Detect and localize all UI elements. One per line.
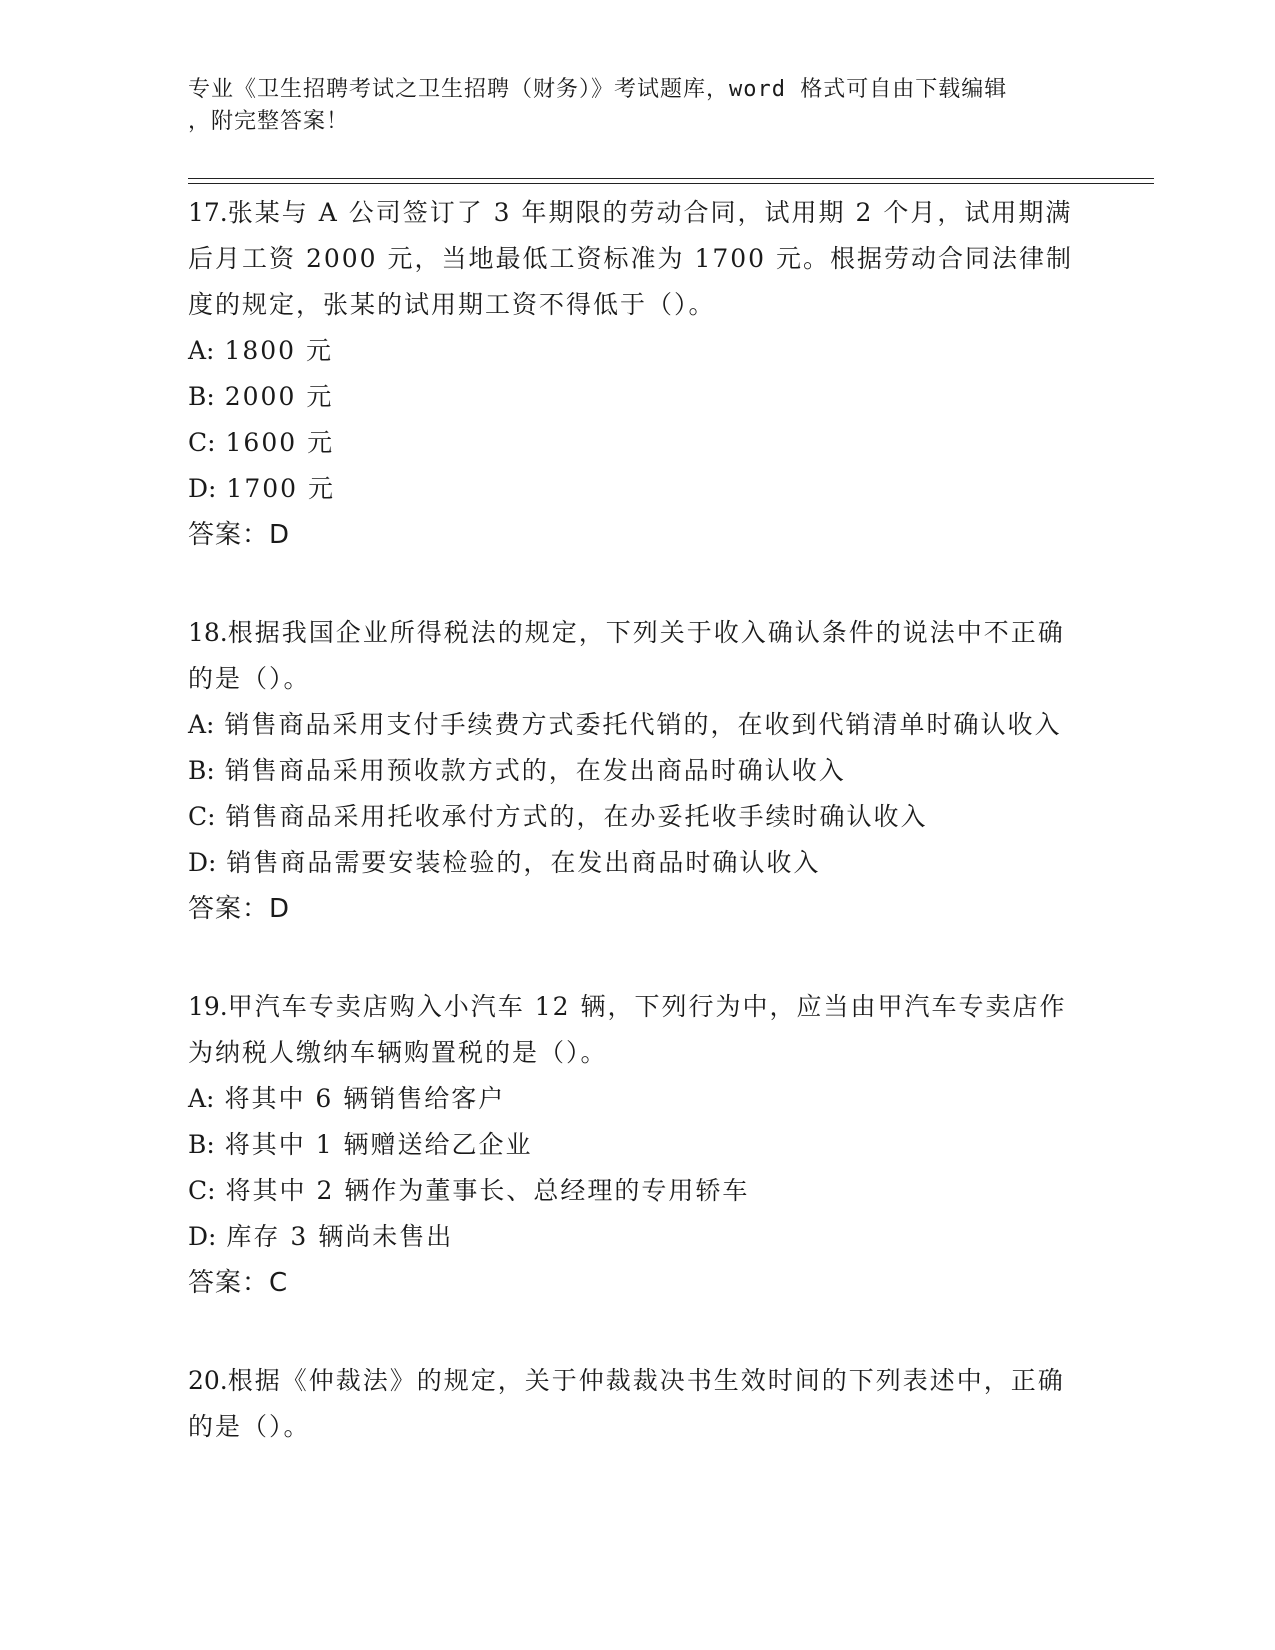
question-body: 根据《仲裁法》的规定，关于仲裁裁决书生效时间的下列表述中，正确的是（）。 bbox=[188, 1366, 1065, 1441]
header-line-2: ，附完整答案！ bbox=[188, 109, 350, 134]
option-c: C: 将其中 2 辆作为董事长、总经理的专用轿车 bbox=[188, 1176, 750, 1205]
header-line-1: 专业《卫生招聘考试之卫生招聘（财务）》考试题库，word 格式可自由下载编辑 bbox=[188, 77, 1008, 102]
question-text bbox=[188, 190, 1088, 328]
option-b: B: 将其中 1 辆赠送给乙企业 bbox=[188, 1130, 533, 1159]
document-header bbox=[188, 74, 1068, 138]
option-d: D: 库存 3 辆尚未售出 bbox=[188, 1222, 454, 1251]
option-a: A: 1800 元 bbox=[188, 336, 334, 365]
answer: 答案：D bbox=[188, 520, 291, 550]
option-d: D: 销售商品需要安装检验的，在发出商品时确认收入 bbox=[188, 848, 821, 877]
question-body: 张某与 A 公司签订了 3 年期限的劳动合同，试用期 2 个月，试用期满后月工资 2000 元，当地最低工资标准为 1700 元。根据劳动合同法律制度的规定，张某的试用期工资不得低于（）。 bbox=[188, 198, 1074, 319]
header-divider-top bbox=[188, 178, 1154, 179]
question-number: 20. bbox=[188, 1366, 228, 1395]
question-text bbox=[188, 1358, 1088, 1450]
question-text bbox=[188, 610, 1088, 702]
question-number: 19. bbox=[188, 992, 228, 1021]
question-list bbox=[188, 190, 1088, 1502]
question-body: 甲汽车专卖店购入小汽车 12 辆，下列行为中，应当由甲汽车专卖店作为纳税人缴纳车辆购置税的是（）。 bbox=[188, 992, 1067, 1067]
question-text bbox=[188, 984, 1088, 1076]
question-number: 18. bbox=[188, 618, 228, 647]
option-b: B: 2000 元 bbox=[188, 382, 334, 411]
header-divider-bottom bbox=[188, 183, 1154, 184]
option-c: C: 1600 元 bbox=[188, 428, 335, 457]
option-c: C: 销售商品采用托收承付方式的，在办妥托收手续时确认收入 bbox=[188, 802, 928, 831]
question-20 bbox=[188, 1358, 1088, 1450]
option-b: B: 销售商品采用预收款方式的，在发出商品时确认收入 bbox=[188, 756, 846, 785]
question-body: 根据我国企业所得税法的规定，下列关于收入确认条件的说法中不正确的是（）。 bbox=[188, 618, 1065, 693]
question-19 bbox=[188, 984, 1088, 1306]
option-d: D: 1700 元 bbox=[188, 474, 335, 503]
question-number: 17. bbox=[188, 198, 228, 227]
option-a: A: 将其中 6 辆销售给客户 bbox=[188, 1084, 506, 1113]
question-17 bbox=[188, 190, 1088, 558]
question-18 bbox=[188, 610, 1088, 932]
answer: 答案：C bbox=[188, 1268, 289, 1298]
answer: 答案：D bbox=[188, 894, 291, 924]
option-a: A: 销售商品采用支付手续费方式委托代销的，在收到代销清单时确认收入 bbox=[188, 710, 1062, 739]
